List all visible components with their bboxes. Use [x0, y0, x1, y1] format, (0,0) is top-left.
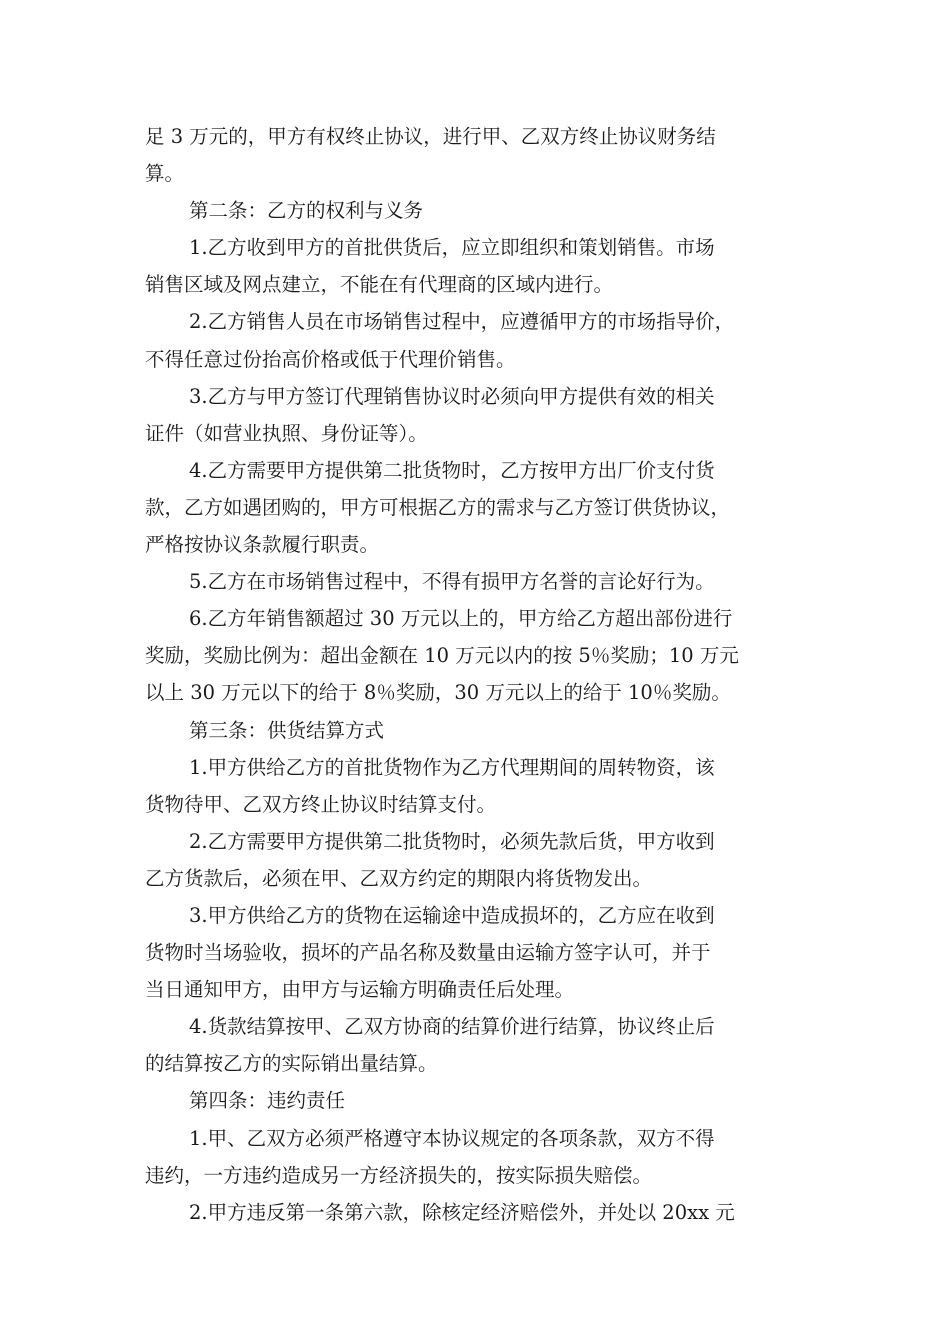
text-line: 3.乙方与甲方签订代理销售协议时必须向甲方提供有效的相关 [189, 384, 715, 408]
text-line: 2.乙方需要甲方提供第二批货物时，必须先款后货，甲方收到 [189, 829, 715, 853]
text-line: 3.甲方供给乙方的货物在运输途中造成损坏的，乙方应在收到 [189, 903, 715, 927]
text-line: 货物待甲、乙双方终止协议时结算支付。 [145, 792, 497, 816]
document-page [145, 118, 810, 1231]
text-line: 不得任意过份抬高价格或低于代理价销售。 [145, 347, 516, 371]
text-line: 货物时当场验收，损坏的产品名称及数量由运输方签字认可，并于 [145, 941, 711, 965]
section-heading: 第二条：乙方的权利与义务 [189, 199, 424, 223]
text-line: 的结算按乙方的实际销出量结算。 [145, 1052, 438, 1076]
text-line: 4.货款结算按甲、乙双方协商的结算价进行结算，协议终止后 [189, 1015, 715, 1039]
text-line: 2.乙方销售人员在市场销售过程中，应遵循甲方的市场指导价， [189, 310, 735, 334]
section-heading: 第四条：违约责任 [189, 1089, 346, 1113]
text-line: 严格按协议条款履行职责。 [145, 533, 380, 557]
text-line: 以上 30 万元以下的给于 8％奖励，30 万元以上的给于 10％奖励。 [145, 681, 731, 705]
text-line: 算。 [145, 162, 185, 186]
text-line: 1.乙方收到甲方的首批供货后，应立即组织和策划销售。市场 [189, 236, 715, 260]
section-heading: 第三条：供货结算方式 [189, 718, 385, 742]
text-line: 2.甲方违反第一条第六款，除核定经济赔偿外，并处以 20xx 元 [189, 1200, 735, 1224]
text-line: 奖励，奖励比例为：超出金额在 10 万元以内的按 5％奖励；10 万元 [145, 644, 739, 668]
text-line: 5.乙方在市场销售过程中，不得有损甲方名誉的言论好行为。 [189, 570, 715, 594]
text-line: 款，乙方如遇团购的，甲方可根据乙方的需求与乙方签订供货协议， [145, 495, 731, 519]
text-line: 1.甲方供给乙方的首批货物作为乙方代理期间的周转物资，该 [189, 755, 715, 779]
text-line: 乙方货款后，必须在甲、乙双方约定的期限内将货物发出。 [145, 866, 653, 890]
text-line: 销售区域及网点建立，不能在有代理商的区域内进行。 [145, 273, 614, 297]
text-line: 违约，一方违约造成另一方经济损失的，按实际损失赔偿。 [145, 1163, 653, 1187]
text-line: 6.乙方年销售额超过 30 万元以上的，甲方给乙方超出部份进行 [189, 607, 733, 631]
text-line: 证件（如营业执照、身份证等）。 [145, 421, 428, 445]
text-line: 足 3 万元的，甲方有权终止协议，进行甲、乙双方终止协议财务结 [145, 125, 716, 148]
text-line: 当日通知甲方，由甲方与运输方明确责任后处理。 [145, 978, 575, 1002]
text-line: 1.甲、乙双方必须严格遵守本协议规定的各项条款，双方不得 [189, 1126, 715, 1150]
text-line: 4.乙方需要甲方提供第二批货物时，乙方按甲方出厂价支付货 [189, 458, 715, 482]
